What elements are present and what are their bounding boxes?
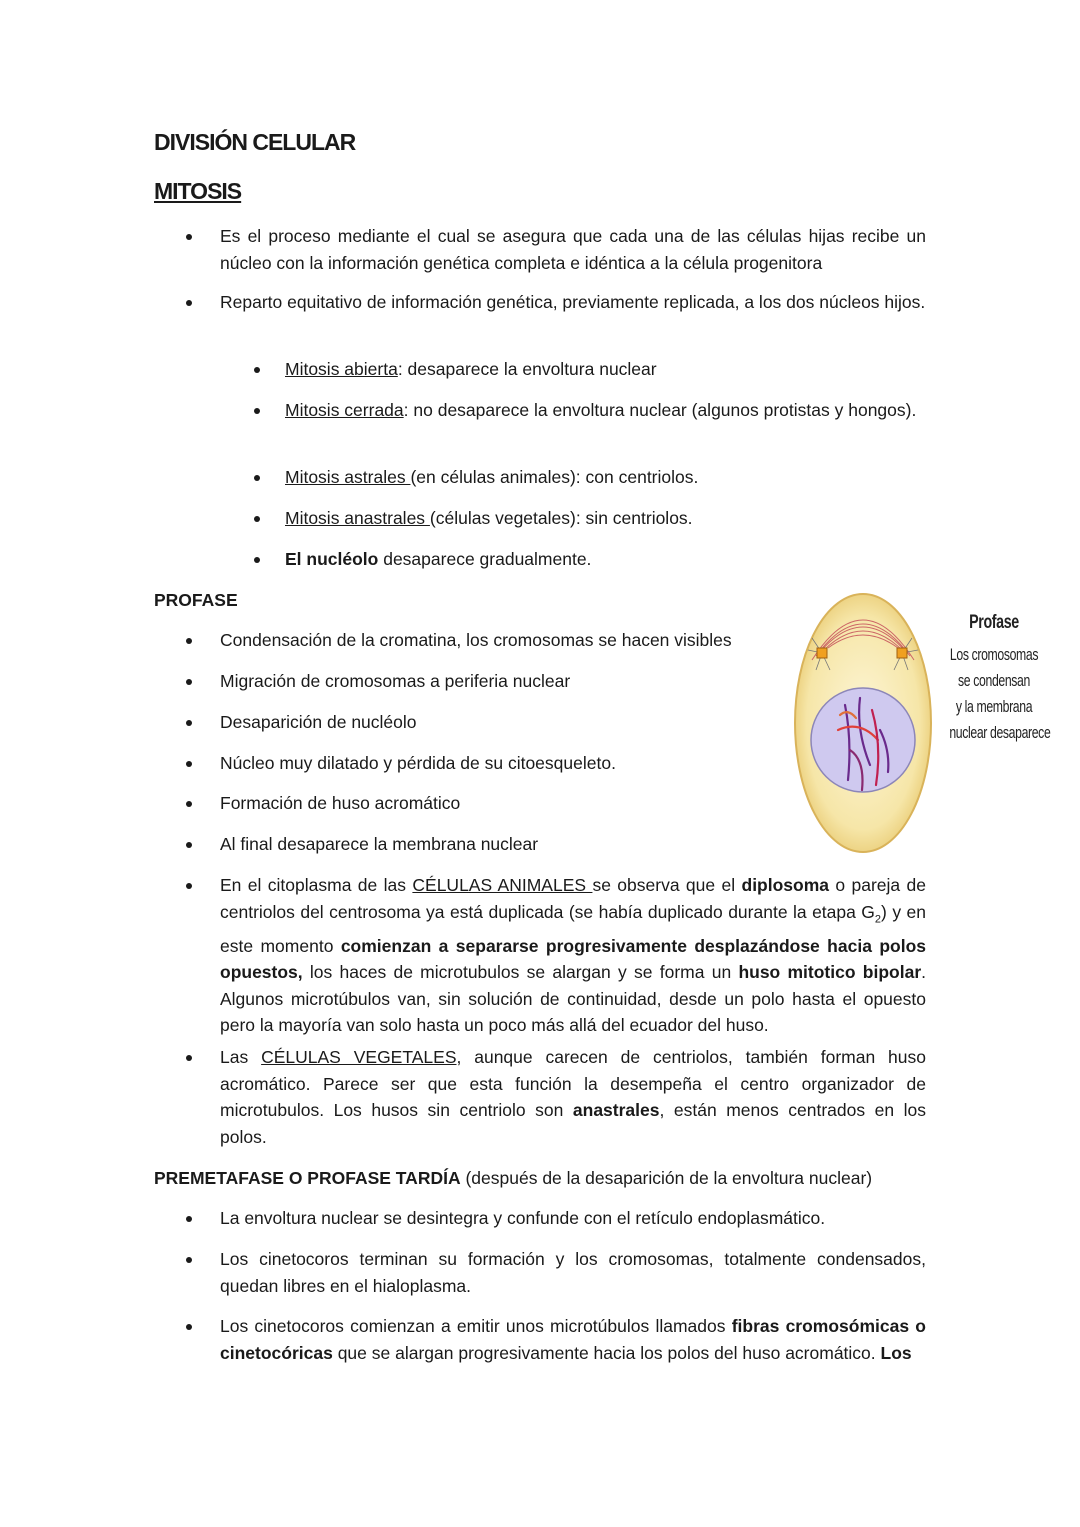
- profase-item: Migración de cromosomas a periferia nuclear: [220, 671, 571, 691]
- heading-premetafase: [154, 1168, 872, 1189]
- profase-item: Al final desaparece la membrana nuclear: [220, 834, 539, 854]
- text: que se alargan progresivamente hacia los polos del huso acromático.: [332, 1342, 881, 1363]
- nucleolo-term: El nucléolo: [285, 549, 379, 569]
- type-item: [285, 356, 926, 383]
- bullet: [254, 367, 260, 373]
- term-celulas-vegetales: CÉLULAS VEGETALES: [261, 1047, 457, 1067]
- premetafase-item: [220, 1313, 926, 1366]
- bullet: [186, 761, 192, 767]
- heading-text: PREMETAFASE O PROFASE TARDÍA: [154, 1168, 461, 1188]
- bullet: [186, 234, 192, 240]
- nucleolo-item: [285, 546, 926, 573]
- subscript: 2: [874, 913, 882, 925]
- profase-item: Condensación de la cromatina, los cromosomas se hacen visibles: [220, 630, 732, 650]
- text: , aunque carecen de centriolos, también forman huso acromático. Parece ser que esta función la desempeña el centro organizador de microtubulos. Los husos sin centriolo son: [220, 1047, 927, 1120]
- type-text: : desaparece la envoltura nuclear: [397, 359, 657, 379]
- type-term: Mitosis cerrada: [285, 400, 404, 420]
- premetafase-item: Los cinetocoros terminan su formación y los cromosomas, totalmente condensados, quedan libres en el hialoplasma.: [220, 1249, 926, 1296]
- profase-item: Formación de huso acromático: [220, 793, 461, 813]
- nucleolo-text: desaparece gradualmente.: [378, 549, 592, 569]
- bullet: [186, 300, 192, 306]
- bullet: [254, 516, 260, 522]
- type-term: Mitosis anastrales: [285, 508, 430, 528]
- term-diplosoma: diplosoma: [741, 875, 830, 895]
- bullet: [186, 1216, 192, 1222]
- vegetal-paragraph: [220, 1044, 926, 1150]
- bullet: [186, 679, 192, 685]
- intro-item: Reparto equitativo de información genética, previamente replicada, a los dos núcleos hijos.: [220, 292, 926, 312]
- text: se observa que el: [592, 875, 742, 895]
- bullet: [254, 475, 260, 481]
- bullet: [254, 408, 260, 414]
- text: En el citoplasma de las: [220, 875, 413, 895]
- term-huso-bipolar: huso mitotico bipolar: [738, 962, 922, 982]
- profase-cell-diagram: [790, 590, 936, 856]
- bullet: [186, 638, 192, 644]
- bullet: [186, 801, 192, 807]
- profase-item-text: Núcleo muy dilatado y pérdida de su citoesqueleto.: [220, 753, 616, 773]
- type-text: (en células animales): con centriolos.: [410, 467, 699, 487]
- term-anastrales: anastrales: [572, 1100, 660, 1120]
- text: los haces de microtubulos se alargan y se forma un: [302, 962, 739, 982]
- type-text: (células vegetales): sin centriolos.: [429, 508, 693, 528]
- bullet: [186, 883, 192, 889]
- type-item: [285, 464, 926, 491]
- bullet: [186, 720, 192, 726]
- caption-line: Los cromosomas: [949, 645, 1039, 664]
- text: . Algunos microtúbulos van, sin solución de continuidad, desde un polo hasta el opuesto pero la mayoría van solo hasta un poco más allá del ecuador del huso.: [220, 962, 927, 1035]
- caption-title: Profase: [969, 612, 1019, 633]
- caption-line: se condensan: [958, 671, 1030, 690]
- bold-text: comienzan a separarse progresivamente desplazándose hacia polos opuestos,: [220, 935, 926, 982]
- bullet: [254, 557, 260, 563]
- caption-line: y la membrana: [955, 697, 1033, 716]
- text: Los cinetocoros comienzan a emitir unos microtúbulos llamados: [220, 1316, 732, 1336]
- section-title-mitosis: MITOSIS: [154, 178, 242, 204]
- bold-text: Los: [880, 1342, 912, 1363]
- bullet: [186, 842, 192, 848]
- figure-caption: [932, 612, 1056, 746]
- profase-item: Desaparición de nucléolo: [220, 712, 417, 732]
- caption-line: nuclear desaparece: [949, 723, 1051, 742]
- text: ) y en este momento: [220, 901, 926, 956]
- page-title: DIVISIÓN CELULAR: [154, 129, 356, 155]
- type-term: Mitosis astrales: [285, 467, 411, 487]
- bullet: [186, 1257, 192, 1263]
- type-item: [285, 397, 926, 424]
- type-term: Mitosis abierta: [285, 359, 398, 379]
- profase-item: [220, 750, 780, 777]
- heading-note: (después de la desaparición de la envoltura nuclear): [460, 1168, 873, 1188]
- premetafase-item: La envoltura nuclear se desintegra y confunde con el retículo endoplasmático.: [220, 1208, 826, 1228]
- heading-profase: PROFASE: [154, 590, 238, 610]
- text: Las: [220, 1047, 262, 1067]
- type-text: : no desaparece la envoltura nuclear (algunos protistas y hongos).: [403, 400, 917, 420]
- bullet: [186, 1055, 192, 1061]
- text: , están menos centrados en los polos.: [220, 1100, 927, 1147]
- intro-item: Es el proceso mediante el cual se asegura que cada una de las células hijas recibe un núcleo con la información genética completa e idéntica a la célula progenitora: [220, 226, 926, 273]
- animal-paragraph: [220, 872, 926, 1039]
- term-fibras: fibras cromosómicas o cinetocóricas: [220, 1316, 926, 1363]
- bullet: [186, 1324, 192, 1330]
- type-item: [285, 505, 926, 532]
- term-celulas-animales: CÉLULAS ANIMALES: [412, 875, 593, 895]
- text: o pareja de centriolos del centrosoma ya está duplicada (se había duplicado durante la etapa G: [220, 875, 926, 922]
